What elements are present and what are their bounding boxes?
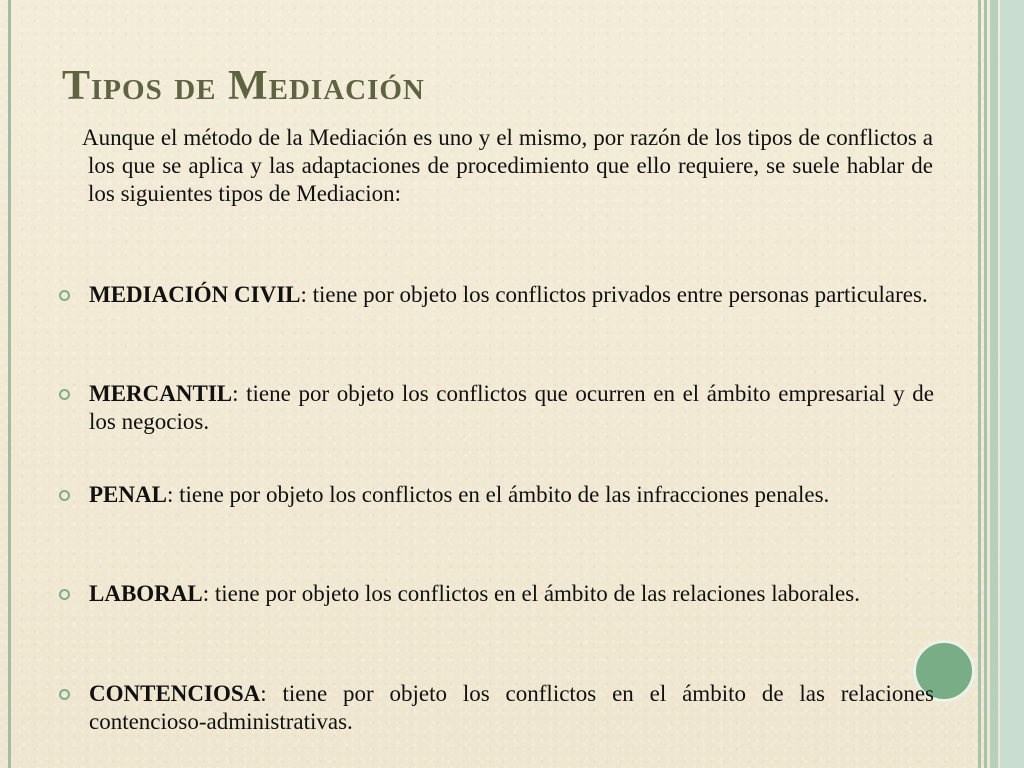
- list-item-description: : tiene por objeto los conflictos que ocurren en el ámbito empresarial y de los negocios.: [89, 381, 934, 434]
- list-item-term: LABORAL: [89, 581, 203, 606]
- frame-stripe: [978, 0, 981, 768]
- list-item-term: MEDIACIÓN CIVIL: [89, 282, 301, 307]
- frame-stripe: [1000, 0, 1024, 768]
- list-item-description: : tiene por objeto los conflictos en el ámbito de las relaciones contencioso-administrativas.: [89, 681, 934, 734]
- frame-left-line: [8, 0, 11, 768]
- list-item-text: [89, 380, 934, 436]
- circle-bullet-icon: [59, 389, 70, 400]
- intro-paragraph: Aunque el método de la Mediación es uno y el mismo, por razón de los tipos de conflictos a los que se aplica y las adaptaciones de procedimiento que ello requiere, se suele hablar de los siguientes tipos de Mediacion:: [82, 125, 933, 206]
- list-item-term: CONTENCIOSA: [89, 681, 261, 706]
- circle-bullet-icon: [59, 689, 70, 700]
- list-item-text: [89, 481, 934, 509]
- list-item-term: PENAL: [89, 482, 167, 507]
- slide-title: Tipos de Mediación: [62, 63, 425, 109]
- list-item-text: [89, 680, 934, 736]
- list-item-description: : tiene por objeto los conflictos en el ámbito de las infracciones penales.: [166, 482, 830, 507]
- circle-bullet-icon: [59, 490, 70, 501]
- circle-bullet-icon: [59, 589, 70, 600]
- circle-bullet-icon: [59, 290, 70, 301]
- frame-stripe: [984, 0, 987, 768]
- frame-stripe: [990, 0, 998, 768]
- list-item-text: [89, 580, 934, 608]
- list-item-description: : tiene por objeto los conflictos en el ámbito de las relaciones laborales.: [202, 581, 860, 606]
- list-item-term: MERCANTIL: [89, 381, 233, 406]
- list-item-description: : tiene por objeto los conflictos privados entre personas particulares.: [300, 282, 928, 307]
- frame-right-stripes: [978, 0, 1024, 768]
- list-item-text: [89, 281, 934, 309]
